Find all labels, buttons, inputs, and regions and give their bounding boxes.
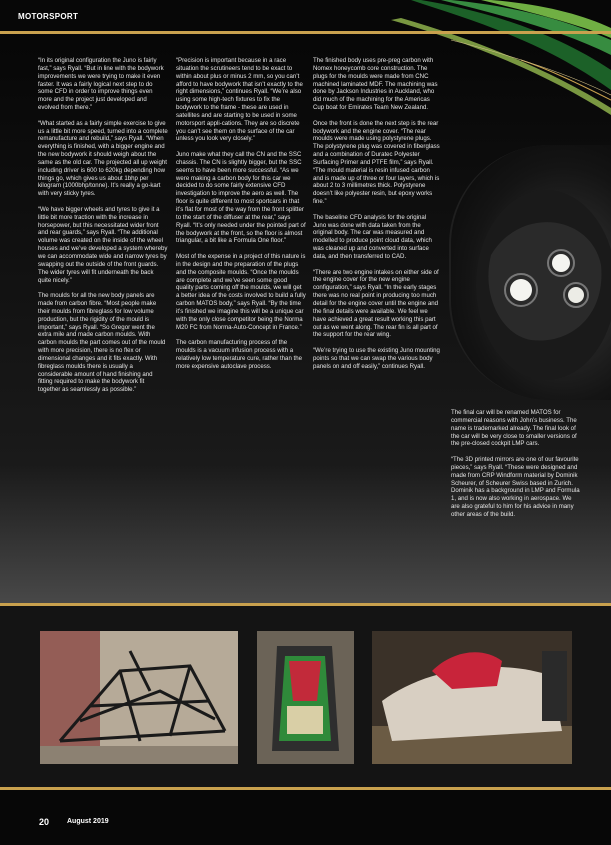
paragraph: “The 3D printed mirrors are one of our favourite pieces,” says Ryall. “These were designed and made from CRP Windform material by Dominik Scheurer, of Scheurer Swiss based in Zurich. Dominik has a background in LMP and Formula 1, and is now also working in aerospace. We are also grateful to him for his advice in many other areas of the build. [451,456,580,518]
paragraph: The finished body uses pre-preg carbon with Nomex honeycomb core construction. The plugs for the moulds were made from CNC machined laminated MDF. The machining was done by Jackson Industries in Auckland, who did much of the machining for the Americas Cup boat for Emirates Team New Zealand. [313,57,438,112]
paragraph: “What started as a fairly simple exercise to give us a little bit more speed, turned into a complete remanufacture and rebuild,” says Ryall. “When everything is finished, with a bigger engine and the new bodywork it should weigh about the same as the old car. The projected all up weight including driver is 600 to 620kg depending how things go, which gives us about 1bhp per kilogram (1000bhp/tonne). It’s really a go-kart with very sticky tyres. [38,119,168,198]
paragraph: “There are two engine intakes on either side of the engine cover for the new engine configuration,” says Ryall. “In the early stages there was no real point in producing too much detail for the engine cover until the engine and the final details were available. We feel we have achieved a great result working this part out as we went along. The rear fin is all part of the support for the rear wing. [313,268,439,339]
text-column-2 [176,57,306,378]
paragraph: Most of the expense in a project of this nature is in the design and the preparation of the plugs and the composite moulds. “Once the moulds are complete and we’ve seen some good quality parts coming off the moulds, we will get a better idea of the costs involved to build a fully carbon MATOS body,” says Ryall. “By the time it’s finished we imagine this will be a unique car with the only close competitor being the Norma M20 FC from Norma-Auto-Concept in France.” [176,253,306,331]
paragraph: “We’re trying to use the existing Juno mounting points so that we can swap the various body panels on and off easily,” continues Ryall. [313,347,440,370]
front-mould-photo [257,631,354,764]
text-column-1 [38,57,168,402]
paragraph: “Precision is important because in a race situation the scrutineers tend to be exact to within about plus or minus 2 mm, so you can’t afford to have bodywork that isn’t exactly to the right dimensions,” continues Ryall. “We’re also using some high-tech fixtures to fix the bodywork to the frame - these are used in satellites and are starting to be used in some motorsport appli-cations. They are so discrete you can’t see them on the surface of the car unless you look very closely.” [176,57,303,143]
paragraph: “In its original configuration the Juno is fairly fast,” says Ryall. “But in line with the bodywork improvements we were trying to make it even faster. It was a fairly logical next step to do some CFD in order to improve things even more and the project just developed and evolved from there.” [38,57,164,112]
headlight-illustration [451,145,611,400]
paragraph: The final car will be renamed MATOS for commercial reasons with John’s business. The name is trademarked already. The final look of the car will be very close to smaller versions of the pre-closed cockpit LMP cars. [451,409,577,448]
section-label: MOTORSPORT [18,12,79,21]
paragraph: “We have bigger wheels and tyres to give it a little bit more traction with the increase in horsepower, but this necessitated wider front and rear guards,” says Ryall. “The additional volume was created on the inside of the wheel houses and we’ve developed a system whereby we can accommodate wide and narrow tyres by swapping out the outside of the front guards. The wider tyres will fit underneath the back quite nicely.” [38,205,168,284]
page-number: 20 [39,817,50,827]
bodywork-plug-photo [372,631,572,764]
paragraph: Juno make what they call the CN and the SSC chassis. The CN is slightly bigger, but the SSC seems to have been more successful. “As we were making a carbon body for this car we decided to do some fairly extensive CFD investigation to improve the aero as well. The floor is quite different to most sportcars in that it’s flat for most of the way from the front splitter to the start of the diffuser at the rear,” says Ryall. “It’s only needed under the pointed part of the bodywork at the front, so the floor is almost triangular, a bit like a Formula One floor.” [176,151,306,245]
paragraph: The moulds for all the new body panels are made from carbon fibre. “Most people make their moulds from fibreglass for low volume production, but the rigidity of the mould is important,” says Ryall. “So Gregor went the extra mile and made carbon moulds. With carbon moulds the part comes out of the mould with more precision, there is no flex or dimensional changes and it fits exactly. With fibreglass moulds there is usually a considerable amount of hand finishing and fitting required to make the bodywork fit together as seamlessly as possible.” [38,292,166,394]
chassis-frame-photo [40,631,238,764]
issue-date: August 2019 [67,818,109,825]
paragraph: The carbon manufacturing process of the moulds is a vacuum infusion process with a relatively low temperature cure, rather than the more expensive autoclave process. [176,339,302,370]
text-column-3 [313,57,441,378]
paragraph: The baseline CFD analysis for the original Juno was done with data taken from the original body. The car was measured and modelled to produce point cloud data, which was cleaned up and converted into surface data, and then transferred to CAD. [313,213,432,260]
headlight-photo [449,145,611,400]
text-column-4 [451,409,581,527]
top-gold-rule [0,31,611,34]
paragraph: Once the front is done the next step is the rear bodywork and the engine cover. “The rear moulds were made using polystyrene plugs. The polystyrene plug was covered in fiberglass and a combination of Duratec Polyester Surfacing Primer and PTFE film,” says Ryall. “The mould material is resin infused carbon and is made up of three or four layers, which is about 2 to 3 millimetres thick. Polystyrene doesn’t like polyester resin, but epoxy works fine.” [313,119,440,206]
